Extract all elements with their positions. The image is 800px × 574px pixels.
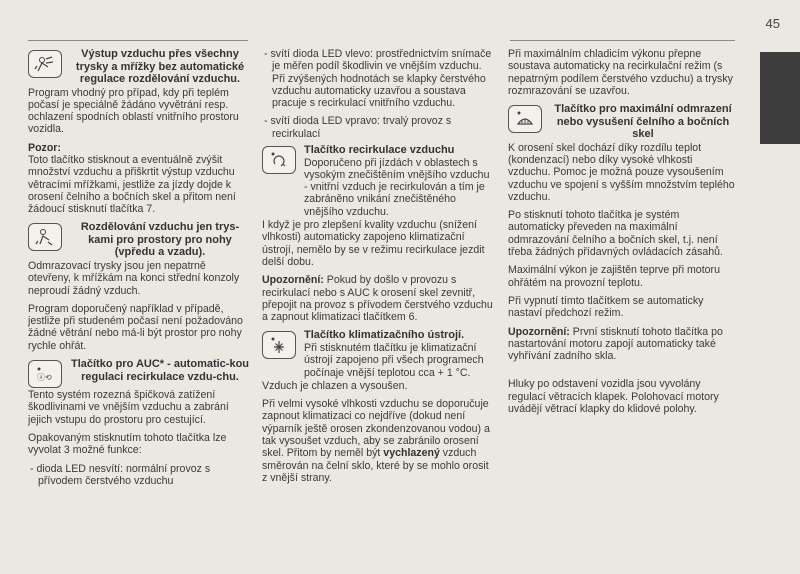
paragraph (508, 326, 736, 363)
paragraph: K orosení skel dochází díky rozdílu teplot (kondenzací) nebo díky vysoké vlhkosti vzduchu. Pomoc je možná pouze vysoušením vzduchu ve spojení s vyšším množstvím teplého vzduchu. (508, 141, 735, 203)
paragraph: I když je pro zlepšení kvality vzduchu (snížení vlhkosti) automaticky zapojeno klimatizační ústrojí, nemělo by se v režimu recirkulace jezdit delší dobu. (262, 219, 485, 268)
upozorneni-label: Upozornění: (262, 274, 324, 287)
text-fragment: vzduch směrován na čelní sklo, které by se mohlo orosit z vnější strany. (262, 447, 489, 484)
section-title: Tlačítko pro AUC* - automatic-kou regulaci recirkulace vzdu-chu. (70, 358, 250, 383)
list-item: - svítí dioda LED vpravo: trvalý provoz s recirkulací (264, 115, 452, 140)
section-all-vents (28, 48, 250, 86)
paragraph: Při vypnutí tímto tlačítkem se automaticky nastaví předchozí režim. (508, 294, 704, 320)
section-text: Při stisknutém tlačítku je klimatizační ústrojí zapojeno při všech programech počínaje vnější teplotou cca + 1 °C. (304, 341, 484, 379)
svg-text:ⓐ⟲: ⓐ⟲ (37, 373, 52, 383)
section-title: Rozdělování vzduchu jen trys-kami pro prostory pro nohy (vpředu a vzadu). (80, 221, 240, 259)
list-item: - dioda LED nesvítí: normální provoz s přívodem čerstvého vzduchu (30, 462, 211, 487)
pozor-label: Pozor: (28, 141, 61, 154)
footwell-vent-icon (28, 223, 62, 251)
section-auc (28, 358, 250, 388)
emphasis: vychlazený (383, 447, 440, 460)
vent-all-icon (28, 50, 62, 78)
header-rule-right (510, 40, 735, 41)
paragraph: Odmrazovací trysky jsou jen nepatrně otevřeny, k mřížkám na konci střední konzoly neproudí žádný vzduch. (28, 259, 240, 297)
section-title: Tlačítko klimatizačního ústrojí. (304, 329, 465, 342)
column-3 (508, 48, 736, 421)
upozorneni-text: První stisknutí tohoto tlačítka po nastartování motoru zapojí automaticky také vyhřívání zadního skla. (508, 325, 723, 363)
paragraph (262, 398, 494, 484)
paragraph: Tento systém rozezná špičková zatížení škodlivinami ve vnějším vzduchu a zabrání jejich vstupu do prostoru pro cestující. (28, 389, 229, 426)
auc-icon (28, 360, 62, 388)
paragraph: Maximální výkon je zajištěn teprve při motoru ohřátém na provozní teplotu. (508, 264, 720, 289)
page-number: 45 (765, 16, 780, 31)
section-title: Tlačítko recirkulace vzduchu (304, 144, 455, 157)
paragraph: Vzduch je chlazen a vysoušen. (262, 379, 408, 392)
section-text: Doporučeno při jízdách v oblastech s vysokým znečištěním vnějšího vzduchu - vnitřní vzduch je recirkulován a tím je zabráněno vnikání znečištěného vnějšího vzduchu. (304, 156, 490, 218)
section-defrost (508, 103, 736, 141)
chapter-tab (760, 52, 800, 144)
snowflake-icon (262, 331, 296, 359)
list-continuation: Při zvýšených hodnotách se klapky čerstvého vzduchu automaticky uzavřou a soustava pracuje s recirkulací vnitřního vzduchu. (272, 72, 486, 110)
paragraph: Hluky po odstavení vozidla jsou vyvolány regulací větracích klapek. Polohovací motory uvádějí větrací klapky do klidové polohy. (508, 378, 719, 416)
paragraph: Po stisknutí tohoto tlačítka je systém automaticky převeden na maximální odmrazování čelního a bočních skel, t.j. není třeba žádných přídavných ovládacích zásahů. (508, 209, 723, 259)
paragraph (262, 274, 494, 323)
upozorneni-label: Upozornění: (508, 325, 570, 338)
section-title: Tlačítko pro maximální odmrazení nebo vysušení čelního a bočních skel (554, 103, 732, 141)
column-1 (28, 48, 250, 487)
pozor-text: Toto tlačítko stisknout a eventuálně zvýšit množství vzduchu a přiškrtit výstup vzduchu větracími mřížkami, jestliže za jízdy dojde k orosení čelního a bočních skel a přitom není žádoucí stisknutí tlačítka 7. (28, 153, 236, 216)
section-title: Výstup vzduchu přes všechny trysky a mřížky bez automatické regulace rozdělování vzduchu. (75, 48, 245, 85)
defrost-icon (508, 105, 542, 133)
header-rule-left (28, 40, 248, 41)
section-footwell (28, 221, 250, 259)
column-2 (262, 48, 494, 490)
section-recirculation (262, 144, 494, 218)
recirculation-icon (262, 146, 296, 174)
list-item: - svítí dioda LED vlevo: prostřednictvím snímače je měřen podíl škodlivin ve vnějším vzduchu. (264, 48, 492, 73)
paragraph: Program doporučený například v případě, jestliže při studeném počasí není požadováno žádné větrání nebo má-li být prostor pro nohy rychle ohřát. (28, 302, 243, 352)
text-fragment: Při velmi vysoké vlhkosti vzduchu se doporučuje zapnout klimatizaci co nejdříve (dokud není výparník ještě orosen zkondenzovanou vodou) a tak vysoušet vzduch, aby se zabránilo orosení skel. Přitom by neměl být (262, 398, 490, 460)
paragraph: Program vhodný pro případ, kdy při teplém počasí je speciálně žádáno vyvětrání resp. ochlazení spodních oblastí vnitřního prostoru vozidla. (28, 86, 239, 136)
paragraph: Opakovaným stisknutím tohoto tlačítka lze vyvolat 3 možné funkce: (28, 431, 227, 457)
upozorneni-text: Pokud by došlo v provozu s recirkulací nebo s AUC k orosení skel zevnitř, přepojit na provoz s přívodem čerstvého vzduchu a zapnout klimatizaci tlačítkem 6. (262, 274, 493, 324)
section-air-conditioning (262, 329, 494, 378)
paragraph: Při maximálním chladicím výkonu přepne soustava automaticky na recirkulační režim (s nepatrným podílem čerstvého vzduchu) a trysky rozmrazování se uzavřou. (508, 48, 733, 97)
paragraph (28, 142, 250, 216)
